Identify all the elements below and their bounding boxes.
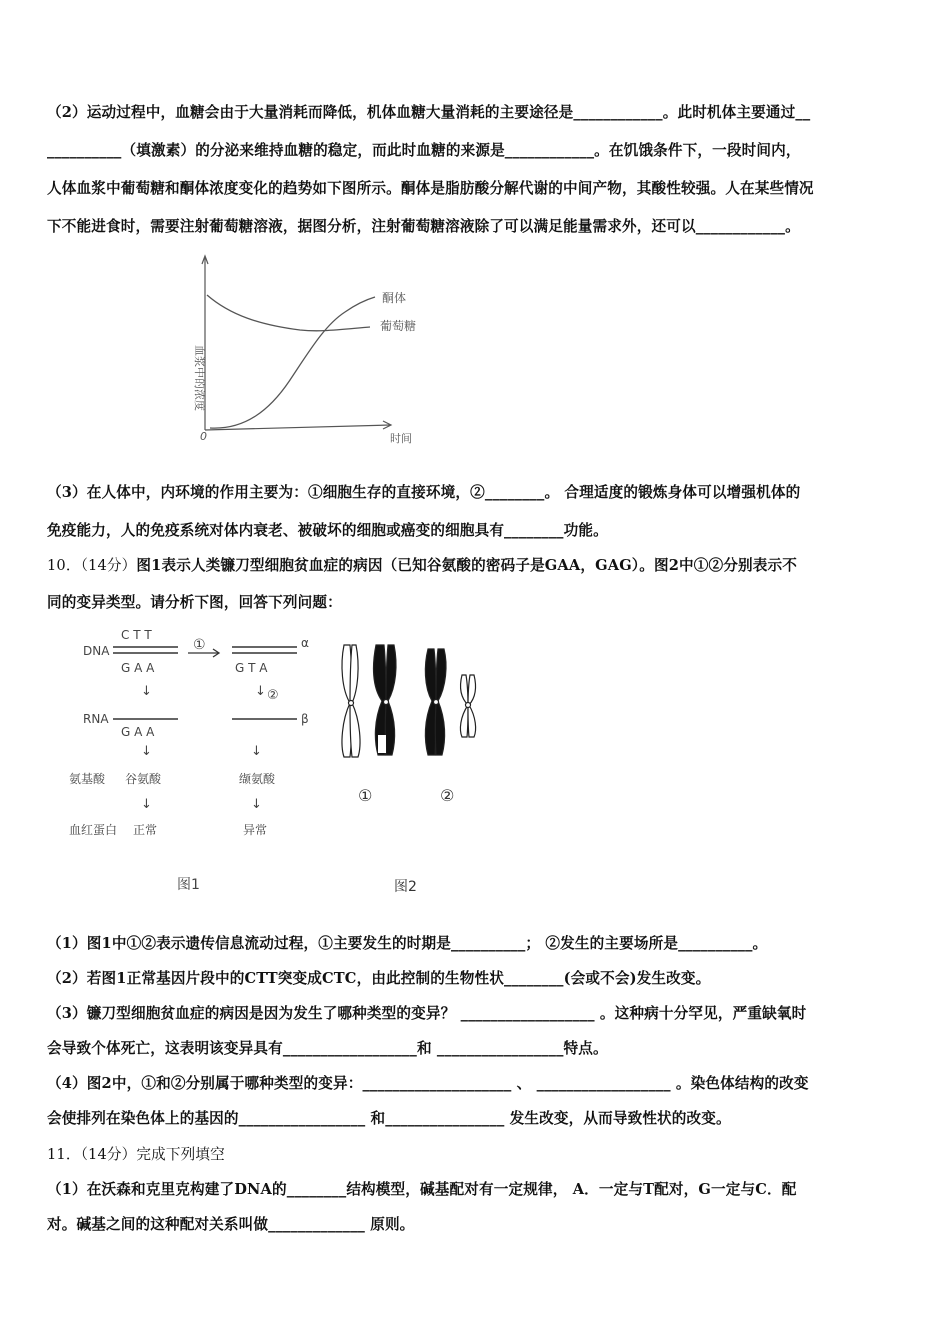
q10-part4-line1: （4）图2中，①和②分别属于哪种类型的变异：____________________ 、 __________________ 。染色体结构的改变 <box>47 1075 809 1092</box>
arrow-down-6: ↓ <box>251 797 262 812</box>
q11-line1: （1）在沃森和克里克构建了DNA的________结构模型，碱基配对有一定规律， A．一定与T配对，G一定与C．配 <box>47 1181 797 1198</box>
figure-1-caption: 图1 <box>177 877 200 893</box>
glucose-curve <box>207 295 370 331</box>
q11-line2: 对。碱基之间的这种配对关系叫做_____________ 原则。 <box>47 1216 415 1233</box>
gta-codon: G T A <box>235 661 268 675</box>
q11-title: 完成下列填空 <box>136 1146 225 1163</box>
q11-number: 11．（14分） <box>47 1146 137 1163</box>
q9-p2-line1: （2）运动过程中，血糖会由于大量消耗而降低，机体血糖大量消耗的主要途径是____________。此时机体主要通过__ <box>47 104 811 121</box>
fig2-label-2: ② <box>440 786 455 805</box>
q10-line2: 同的变异类型。请分析下图，回答下列问题： <box>47 594 342 611</box>
q9-p2-line4: 下不能进食时，需要注射葡萄糖溶液，据图分析，注射葡萄糖溶液除了可以满足能量需求外，还可以____________。 <box>47 218 800 235</box>
y-axis-label: 血浆中的浓度 <box>193 345 206 411</box>
q9-p3-line2: 免疫能力，人的免疫系统对体内衰老、被破坏的细胞或癌变的细胞具有________功能。 <box>47 522 608 539</box>
dna-label: DNA <box>83 644 110 658</box>
glucose-label: 葡萄糖 <box>380 319 417 333</box>
arrow-down-2: ↓ <box>141 744 152 759</box>
gaa-codon-dna: G A A <box>121 661 155 675</box>
q10-part4-line2: 会使排列在染色体上的基因的_________________ 和________________ 发生改变，从而导致性状的改变。 <box>47 1110 731 1127</box>
q9-p3-line1: （3）在人体中，内环境的作用主要为：①细胞生存的直接环境，②________。 合理适度的锻炼身体可以增强机体的 <box>47 484 801 501</box>
q11-heading <box>47 1143 225 1164</box>
step-2-marker: ② <box>267 688 279 703</box>
abnormal-label: 异常 <box>243 823 268 837</box>
amino-acid-label: 氨基酸 <box>69 772 106 786</box>
ketone-curve <box>210 297 375 428</box>
q9-p2-line2: __________（填激素）的分泌来维持血糖的稳定，而此时血糖的来源是____________。在饥饿条件下，一段时间内， <box>47 142 801 159</box>
alpha-label: α <box>301 636 309 650</box>
figure-1 <box>69 625 325 900</box>
q10-stem: 图1表示人类镰刀型细胞贫血症的病因（已知谷氨酸的密码子是GAA，GAG）。图2中①②分别表示不 <box>136 557 797 574</box>
valine-label: 缬氨酸 <box>239 772 276 786</box>
ctt-codon: C T T <box>121 628 152 642</box>
arrow-down-4: ↓ <box>255 684 266 699</box>
hemoglobin-label: 血红蛋白 <box>69 823 118 837</box>
arrow-down-1: ↓ <box>141 684 152 699</box>
q10-number: 10．（14分） <box>47 557 137 574</box>
normal-label: 正常 <box>133 823 158 837</box>
figure-2 <box>330 635 490 895</box>
figure-2-caption: 图2 <box>394 879 417 895</box>
fig2-label-1: ① <box>358 786 373 805</box>
arrow-down-3: ↓ <box>141 797 152 812</box>
chromosome-2b <box>460 675 475 737</box>
chromosome-1b <box>374 645 396 755</box>
chromosome-2a <box>425 649 446 755</box>
q10-part3-line2: 会导致个体死亡，这表明该变异具有__________________和 _________________特点。 <box>47 1040 608 1057</box>
concentration-graph <box>190 250 440 450</box>
glutamate-label: 谷氨酸 <box>125 772 162 786</box>
q10-part1: （1）图1中①②表示遗传信息流动过程，①主要发生的时期是__________； ②发生的主要场所是__________。 <box>47 935 768 952</box>
origin-label: 0 <box>200 430 207 443</box>
step-1-marker: ① <box>193 637 206 653</box>
q10-part2: （2）若图1正常基因片段中的CTT突变成CTC，由此控制的生物性状________(会或不会)发生改变。 <box>47 970 711 987</box>
gaa-codon-rna: G A A <box>121 725 155 739</box>
arrow-down-5: ↓ <box>251 744 262 759</box>
beta-label: β <box>301 712 309 726</box>
q10-line1 <box>47 554 797 575</box>
ketone-label: 酮体 <box>382 291 407 305</box>
rna-label: RNA <box>83 712 109 726</box>
q9-p2-line3: 人体血浆中葡萄糖和酮体浓度变化的趋势如下图所示。酮体是脂肪酸分解代谢的中间产物，其酸性较强。人在某些情况 <box>47 180 814 197</box>
x-axis-label: 时间 <box>390 432 412 445</box>
chromosome-1a <box>342 645 360 757</box>
q10-part3-line1: （3）镰刀型细胞贫血症的病因是因为发生了哪种类型的变异？ __________________ 。这种病十分罕见，严重缺氧时 <box>47 1005 807 1022</box>
